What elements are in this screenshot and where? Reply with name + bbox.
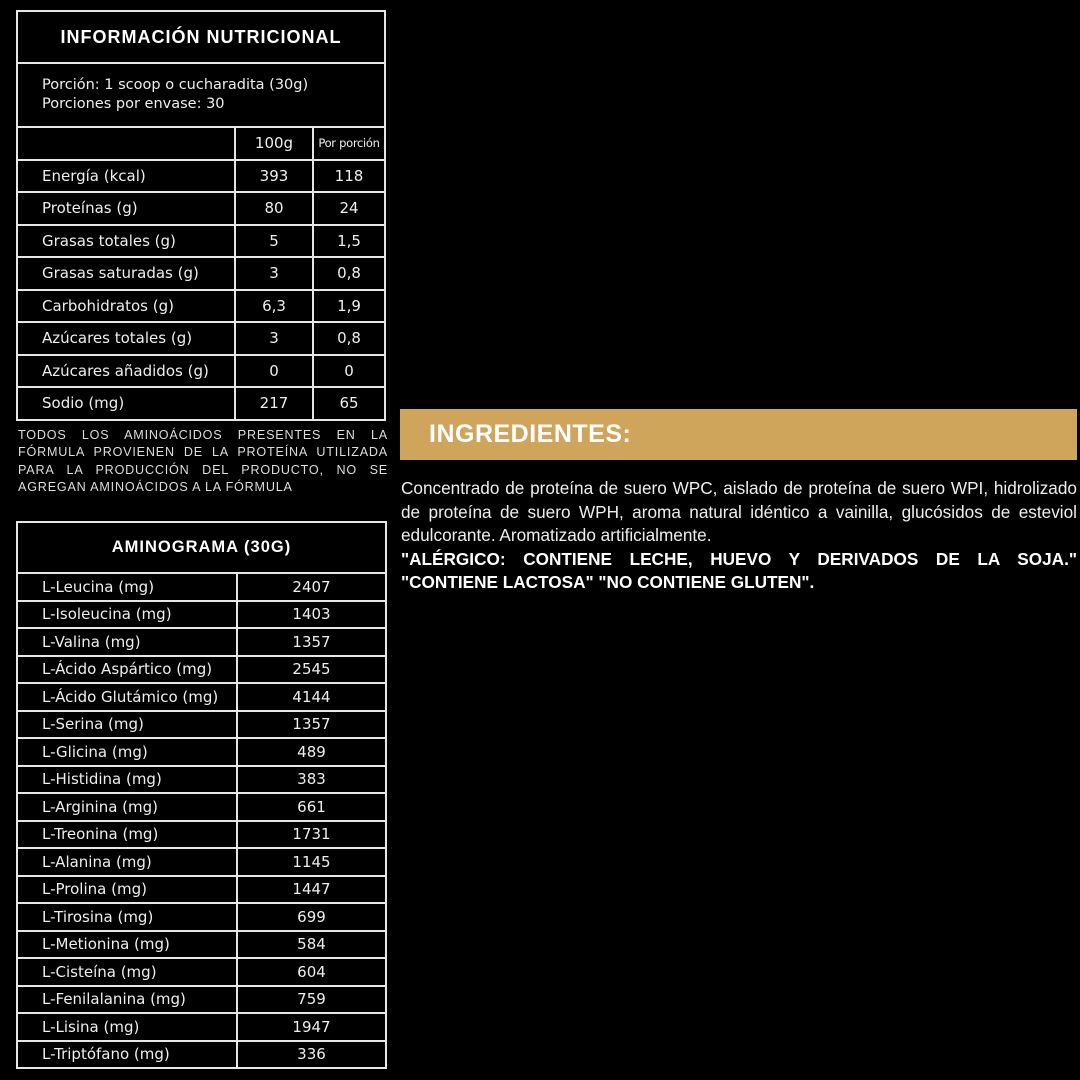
amino-label: L-Tirosina (mg) (18, 903, 237, 931)
nutrition-grid (18, 128, 384, 419)
amino-label: L-Metionina (mg) (18, 931, 237, 959)
nutrient-label: Sodio (mg) (18, 387, 235, 419)
amino-value: 759 (237, 986, 385, 1014)
ingredients-list: Concentrado de proteína de suero WPC, aislado de proteína de suero WPI, hidrolizado de proteína de suero WPH, aroma natural idéntico a vainilla, glucósidos de esteviol edulcorante. Aromatizado artificialmente. (401, 478, 1077, 545)
amino-value: 1947 (237, 1013, 385, 1041)
table-row (18, 958, 385, 986)
table-row (18, 656, 385, 684)
ingredients-banner (400, 409, 1077, 460)
nutrient-label: Grasas saturadas (g) (18, 257, 235, 290)
nutrient-label: Grasas totales (g) (18, 225, 235, 258)
per-serving-value: 1,9 (313, 290, 384, 323)
amino-value: 1403 (237, 601, 385, 629)
amino-value: 661 (237, 793, 385, 821)
nutrient-label: Azúcares añadidos (g) (18, 355, 235, 388)
per-serving-value: 0,8 (313, 322, 384, 355)
amino-value: 1447 (237, 876, 385, 904)
amino-value: 4144 (237, 683, 385, 711)
amino-label: L-Ácido Glutámico (mg) (18, 683, 237, 711)
table-header-row (18, 128, 384, 160)
table-row (18, 574, 385, 601)
table-row (18, 257, 384, 290)
nutrient-label: Carbohidratos (g) (18, 290, 235, 323)
amino-value: 2545 (237, 656, 385, 684)
table-row (18, 192, 384, 225)
amino-label: L-Arginina (mg) (18, 793, 237, 821)
table-row (18, 160, 384, 193)
amino-value: 584 (237, 931, 385, 959)
amino-label: L-Triptófano (mg) (18, 1041, 237, 1068)
amino-acid-disclaimer: TODOS LOS AMINOÁCIDOS PRESENTES EN LA FÓRMULA PROVIENEN DE LA PROTEÍNA UTILIZADA PARA LA PRODUCCIÓN DEL PRODUCTO, NO SE AGREGAN AMINOÁCIDOS A LA FÓRMULA (18, 428, 388, 494)
nutrient-label: Azúcares totales (g) (18, 322, 235, 355)
allergen-warning: "ALÉRGICO: CONTIENE LECHE, HUEVO Y DERIVADOS DE LA SOJA." (401, 548, 1077, 569)
amino-value: 1145 (237, 848, 385, 876)
table-row (18, 931, 385, 959)
lactose-gluten-notice: "CONTIENE LACTOSA" "NO CONTIENE GLUTEN". (401, 572, 815, 592)
amino-label: L-Treonina (mg) (18, 821, 237, 849)
amino-label: L-Alanina (mg) (18, 848, 237, 876)
nutrition-facts-table (16, 10, 386, 421)
table-row (18, 322, 384, 355)
aminogram-table (16, 521, 387, 1069)
header-per-100g: 100g (235, 128, 313, 160)
header-blank (18, 128, 235, 160)
table-row (18, 628, 385, 656)
table-row (18, 1013, 385, 1041)
per-100g-value: 217 (235, 387, 313, 419)
nutrition-title: INFORMACIÓN NUTRICIONAL (18, 12, 384, 64)
amino-value: 383 (237, 766, 385, 794)
table-row (18, 683, 385, 711)
table-row (18, 986, 385, 1014)
amino-label: L-Valina (mg) (18, 628, 237, 656)
amino-label: L-Isoleucina (mg) (18, 601, 237, 629)
per-100g-value: 3 (235, 257, 313, 290)
amino-label: L-Leucina (mg) (42, 577, 155, 596)
table-row (18, 290, 384, 323)
amino-label: L-Fenilalanina (mg) (18, 986, 237, 1014)
amino-value: 336 (237, 1041, 385, 1068)
per-100g-value: 6,3 (235, 290, 313, 323)
per-100g-value: 5 (235, 225, 313, 258)
portion-info (18, 64, 384, 128)
table-row (18, 601, 385, 629)
amino-label: L-Lisina (mg) (18, 1013, 237, 1041)
table-row (18, 766, 385, 794)
amino-label: L-Glicina (mg) (18, 738, 237, 766)
amino-value: 1731 (237, 821, 385, 849)
per-serving-value: 65 (313, 387, 384, 419)
per-serving-value: 0,8 (313, 257, 384, 290)
amino-value: 1357 (237, 711, 385, 739)
header-per-serving: Por porción (313, 128, 384, 160)
amino-label: L-Prolina (mg) (18, 876, 237, 904)
table-row (18, 848, 385, 876)
table-row (18, 1041, 385, 1068)
amino-label: L-Ácido Aspártico (mg) (18, 656, 237, 684)
table-row (18, 355, 384, 388)
amino-value: 1357 (237, 628, 385, 656)
amino-value: 2407 (237, 574, 385, 601)
table-row (18, 821, 385, 849)
table-row (18, 903, 385, 931)
ingredients-text-block (401, 477, 1077, 595)
per-serving-value: 24 (313, 192, 384, 225)
per-serving-value: 1,5 (313, 225, 384, 258)
amino-label: L-Serina (mg) (18, 711, 237, 739)
aminogram-grid (18, 574, 385, 1067)
per-serving-value: 0 (313, 355, 384, 388)
nutrient-label: Energía (kcal) (18, 160, 235, 193)
per-100g-value: 3 (235, 322, 313, 355)
nutrient-label: Proteínas (g) (18, 192, 235, 225)
amino-label: L-Cisteína (mg) (18, 958, 237, 986)
per-100g-value: 0 (235, 355, 313, 388)
per-100g-value: 80 (235, 192, 313, 225)
table-row (18, 225, 384, 258)
servings-per-container: Porciones por envase: 30 (42, 96, 225, 112)
amino-value: 489 (237, 738, 385, 766)
amino-label: L-Histidina (mg) (18, 766, 237, 794)
table-row (18, 793, 385, 821)
portion-size: Porción: 1 scoop o cucharadita (30g) (42, 77, 309, 93)
aminogram-title: AMINOGRAMA (30G) (18, 523, 385, 574)
table-row (18, 876, 385, 904)
amino-value: 699 (237, 903, 385, 931)
ingredients-title: INGREDIENTES: (429, 420, 632, 448)
table-row (18, 738, 385, 766)
per-serving-value: 118 (313, 160, 384, 193)
table-row (18, 387, 384, 419)
per-100g-value: 393 (235, 160, 313, 193)
amino-value: 604 (237, 958, 385, 986)
table-row (18, 711, 385, 739)
